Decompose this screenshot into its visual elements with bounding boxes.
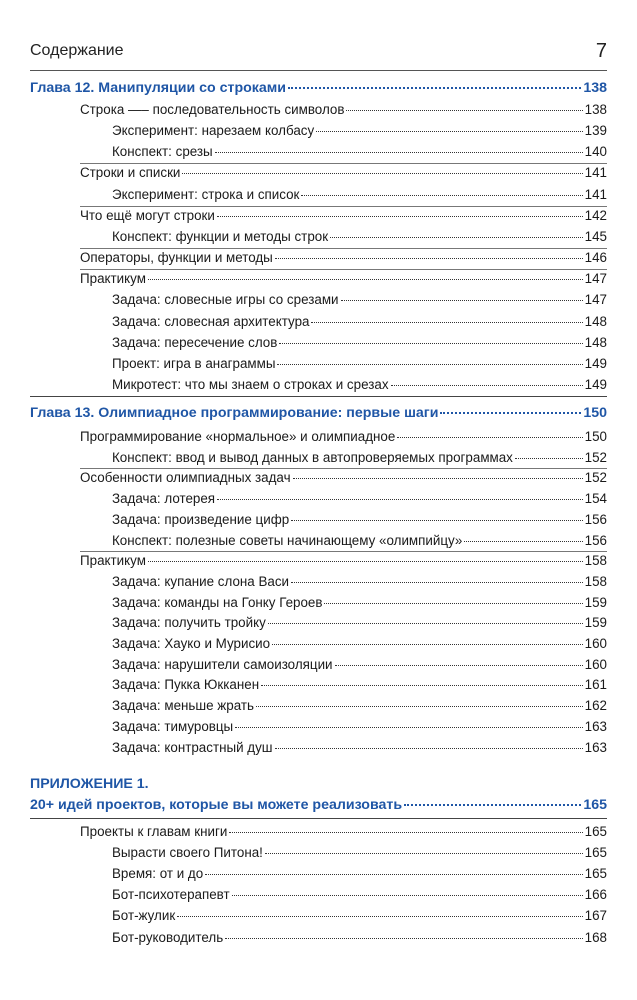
dot-leader	[391, 385, 583, 386]
toc-entry-page: 167	[584, 908, 607, 924]
toc-entry-title: Задача: словесная архитектура	[112, 313, 310, 329]
page-number: 7	[595, 40, 607, 62]
dot-leader	[148, 561, 583, 562]
toc-entry-page: 150	[584, 429, 607, 444]
dot-leader	[261, 685, 583, 686]
dot-leader	[275, 748, 583, 749]
row-separator	[80, 468, 607, 469]
toc-entry-page: 148	[584, 313, 607, 329]
toc-entry-title: Задача: контрастный душ	[112, 739, 273, 755]
toc-entry-page: 147	[584, 292, 607, 308]
dot-leader	[275, 258, 583, 259]
appendix-label: ПРИЛОЖЕНИЕ 1.	[30, 776, 149, 792]
dot-leader	[256, 706, 583, 707]
dot-leader	[464, 541, 582, 542]
dot-leader	[268, 623, 583, 624]
dot-leader	[235, 727, 582, 728]
appendix-1-heading[interactable]	[30, 797, 607, 813]
appendix-1-heading-page: 165	[583, 797, 607, 813]
chapter-13-heading-title: Глава 13. Олимпиадное программирование: первые шаги	[30, 405, 439, 421]
dot-leader	[279, 343, 582, 344]
dot-leader	[335, 665, 583, 666]
dot-leader	[225, 938, 582, 939]
toc-entry-title: Задача: пересечение слов	[112, 334, 278, 350]
row-separator	[80, 551, 607, 552]
page-header	[30, 40, 607, 66]
toc-entry[interactable]	[112, 719, 607, 734]
toc-entry-title: Практикум	[80, 271, 146, 287]
toc-entry-title: Строки и списки	[80, 165, 181, 181]
toc-entry-page: 162	[584, 698, 607, 714]
toc-entry[interactable]	[112, 377, 607, 392]
dot-leader	[397, 437, 582, 438]
dot-leader	[330, 237, 583, 238]
toc-entry-title: Задача: произведение цифр	[112, 511, 290, 527]
toc-entry-page: 141	[584, 186, 607, 202]
dot-leader	[177, 916, 582, 917]
toc-entry[interactable]	[112, 292, 607, 307]
toc-entry-page: 156	[584, 511, 607, 527]
toc-entry-title: Эксперимент: нарезаем колбасу	[112, 123, 315, 139]
section-divider	[30, 396, 607, 397]
dot-leader	[217, 216, 583, 217]
toc-entry[interactable]	[112, 595, 607, 610]
toc-entry-page: 161	[584, 677, 607, 693]
chapter-12-heading-page: 138	[583, 80, 607, 96]
toc-entry[interactable]	[112, 908, 607, 923]
dot-leader	[316, 131, 583, 132]
toc-entry[interactable]	[112, 314, 607, 329]
toc-entry-title: Практикум	[80, 553, 146, 569]
toc-entry[interactable]	[80, 553, 607, 568]
toc-entry[interactable]	[80, 208, 607, 223]
dot-leader	[301, 195, 582, 196]
toc-entry[interactable]	[112, 866, 607, 881]
row-separator	[80, 206, 607, 207]
toc-entry-page: 165	[584, 824, 607, 839]
row-separator	[80, 248, 607, 249]
toc-entry-page: 163	[584, 739, 607, 755]
dot-leader	[232, 895, 583, 896]
toc-entry-title: Задача: купание слона Васи	[112, 573, 290, 589]
toc-entry-page: 145	[584, 228, 607, 244]
header-rule	[30, 70, 607, 71]
toc-entry-page: 152	[584, 470, 607, 486]
toc-entry-title: Конспект: функции и методы строк	[112, 228, 329, 244]
dot-leader	[277, 364, 582, 365]
toc-entry-title: Задача: получить тройку	[112, 615, 266, 631]
toc-entry-title: Задача: Хауко и Мурисио	[112, 636, 271, 651]
toc-entry[interactable]	[112, 740, 607, 755]
toc-entry-title: Проект: игра в анаграммы	[112, 355, 276, 371]
toc-entry-page: 142	[584, 207, 607, 223]
toc-entry-page: 154	[584, 491, 607, 507]
toc-entry-title: Бот-психотерапевт	[112, 887, 230, 903]
toc-entry[interactable]	[112, 657, 607, 672]
toc-entry-title: Задача: команды на Гонку Героев	[112, 594, 323, 610]
toc-entry[interactable]	[112, 512, 607, 527]
toc-entry-title: Операторы, функции и методы	[80, 250, 273, 266]
toc-entry-title: Эксперимент: строка и список	[112, 186, 300, 202]
toc-entry[interactable]	[112, 845, 607, 860]
toc-entry-page: 168	[584, 929, 607, 945]
dot-leader	[291, 582, 583, 583]
toc-entry-title: Микротест: что мы знаем о строках и срезах	[112, 376, 389, 392]
toc-entry[interactable]	[112, 533, 607, 548]
dot-leader	[404, 804, 581, 806]
toc-entry-title: Задача: Пукка Юкканен	[112, 677, 260, 693]
dot-leader	[311, 322, 582, 323]
row-separator	[80, 163, 607, 164]
dot-leader	[205, 874, 582, 875]
toc-entry[interactable]	[80, 102, 607, 117]
chapter-12-heading-title: Глава 12. Манипуляции со строками	[30, 80, 286, 96]
section-divider	[30, 818, 607, 819]
dot-leader	[265, 853, 583, 854]
toc-entry-page: 146	[584, 250, 607, 266]
toc-entry-title: Конспект: срезы	[112, 144, 213, 160]
toc-entry-page: 147	[584, 271, 607, 287]
toc-entry-page: 141	[584, 165, 607, 181]
toc-entry-title: Бот-руководитель	[112, 929, 224, 945]
toc-entry-page: 160	[584, 636, 607, 651]
toc-entry-title: Задача: нарушители самоизоляции	[112, 656, 333, 672]
toc-entry-page: 149	[584, 355, 607, 371]
dot-leader	[324, 603, 582, 604]
toc-entry-page: 158	[584, 553, 607, 569]
row-separator	[80, 269, 607, 270]
toc-entry-page: 149	[584, 376, 607, 392]
toc-entry-page: 139	[584, 123, 607, 139]
chapter-13-heading-page: 150	[583, 405, 607, 421]
toc-entry[interactable]	[80, 271, 607, 286]
dot-leader	[229, 832, 582, 833]
toc-entry-title: Конспект: полезные советы начинающему «олимпийцу»	[112, 532, 463, 548]
toc-entry[interactable]	[80, 824, 607, 839]
toc-entry-page: 165	[584, 866, 607, 882]
dot-leader	[440, 412, 581, 414]
chapter-13-heading[interactable]	[30, 405, 607, 421]
toc-entry[interactable]	[112, 491, 607, 506]
toc-entry[interactable]	[112, 123, 607, 138]
toc-entry-page: 159	[584, 594, 607, 610]
toc-entry-title: Особенности олимпиадных задач	[80, 470, 291, 486]
toc-entry-page: 156	[584, 532, 607, 548]
toc-entry[interactable]	[112, 229, 607, 244]
toc-entry-page: 160	[584, 656, 607, 672]
dot-leader	[291, 520, 582, 521]
toc-entry-title: Задача: словесные игры со срезами	[112, 292, 339, 308]
toc-entry-page: 166	[584, 887, 607, 903]
toc-entry-title: Время: от и до	[112, 866, 204, 882]
toc-entry-page: 158	[584, 573, 607, 589]
toc-entry-title: Бот-жулик	[112, 908, 176, 924]
toc-entry[interactable]	[112, 335, 607, 350]
toc-entry[interactable]	[112, 698, 607, 713]
dot-leader	[182, 173, 582, 174]
toc-entry-page: 152	[584, 449, 607, 465]
toc-entry-title: Задача: лотерея	[112, 491, 216, 507]
dot-leader	[272, 644, 583, 645]
dot-leader	[293, 478, 583, 479]
toc-entry[interactable]	[112, 636, 607, 651]
toc-entry-page: 159	[584, 615, 607, 631]
section-title: Содержание	[30, 42, 124, 59]
toc-entry-title: Программирование «нормальное» и олимпиадное	[80, 429, 396, 444]
dot-leader	[341, 300, 583, 301]
toc-entry[interactable]	[80, 470, 607, 485]
appendix-1-heading-title: 20+ идей проектов, которые вы можете реализовать	[30, 797, 403, 813]
toc-entry[interactable]	[80, 250, 607, 265]
toc-entry[interactable]	[80, 165, 607, 180]
dot-leader	[288, 87, 581, 89]
toc-entry[interactable]	[112, 574, 607, 589]
toc-entry-title: Задача: тимуровцы	[112, 718, 234, 734]
toc-entry-page: 165	[584, 845, 607, 861]
dot-leader	[217, 499, 583, 500]
toc-entry[interactable]	[112, 677, 607, 692]
toc-entry[interactable]	[112, 356, 607, 371]
toc-entry[interactable]	[112, 930, 607, 945]
toc-entry[interactable]	[112, 615, 607, 630]
dot-leader	[148, 279, 583, 280]
toc-entry-title: Задача: меньше жрать	[112, 698, 254, 714]
dot-leader	[346, 110, 582, 111]
toc-entry[interactable]	[112, 450, 607, 465]
dot-leader	[515, 458, 583, 459]
dot-leader	[215, 152, 583, 153]
toc-entry-page: 140	[584, 144, 607, 160]
toc-entry[interactable]	[112, 887, 607, 902]
toc-entry-title: Вырасти своего Питона!	[112, 845, 263, 861]
chapter-12-heading[interactable]	[30, 80, 607, 96]
toc-entry[interactable]	[80, 429, 607, 444]
toc-entry-title: Проекты к главам книги	[80, 824, 228, 839]
toc-entry[interactable]	[112, 144, 607, 159]
toc-entry-title: Конспект: ввод и вывод данных в автопроверяемых программах	[112, 449, 513, 465]
toc-entry-page: 163	[584, 718, 607, 734]
toc-entry-page: 148	[584, 334, 607, 350]
toc-entry-page: 138	[584, 102, 607, 117]
toc-entry-title: Строка —– последовательность символов	[80, 102, 345, 117]
toc-entry-title: Что ещё могут строки	[80, 207, 215, 223]
toc-entry[interactable]	[112, 187, 607, 202]
